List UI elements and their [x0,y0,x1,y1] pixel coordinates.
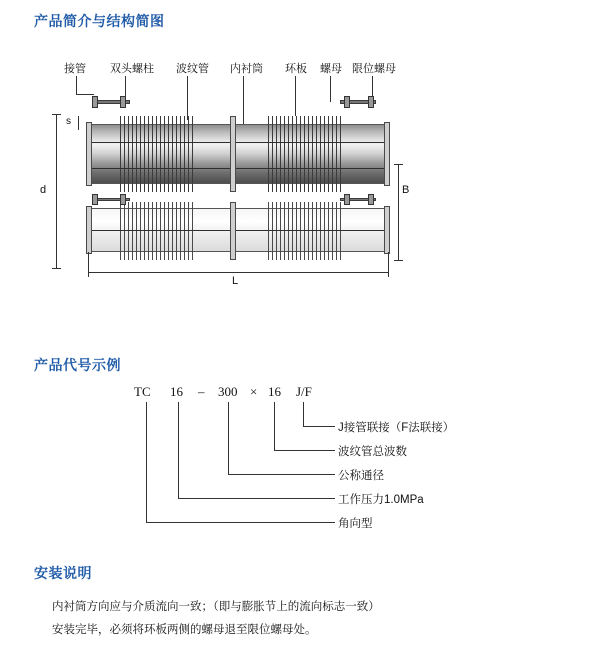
bottom-view-nut-left [92,194,98,205]
section-title-structure: 产品简介与结构简图 [34,13,165,29]
top-view-ring-plate [230,116,236,192]
top-view-flange-right [384,122,390,186]
leader-nozzle-h [76,94,94,95]
dim-d-line [56,114,57,268]
leader-pressure-h [178,498,335,499]
code-desc-joint: J接管联接（F法联接） [338,422,455,434]
dim-label-l: L [232,275,239,287]
section-title-install: 安装说明 [34,565,92,581]
top-view-limit-nut-right [368,96,374,108]
leader-pressure-v [178,402,179,498]
callout-label-ring-plate: 环板 [285,63,307,75]
section-title-code: 产品代号示例 [34,357,121,373]
code-desc-diameter: 公称通径 [338,470,384,482]
bottom-view-bellows-left [120,202,196,260]
leader-bellows [187,76,188,120]
bottom-view-flange-left [86,206,92,254]
dim-b-line [398,164,399,260]
callout-label-liner: 内衬筒 [230,63,263,75]
callout-label-nozzle: 接管 [64,63,86,75]
top-view-nut-left-outer [92,96,98,108]
top-view-liner-upper [90,142,386,143]
leader-diameter-h [228,474,335,475]
leader-type-v [146,402,147,522]
install-note-line-1: 内衬筒方向应与介质流向一致；（即与膨胀节上的流向标志一致） [52,601,380,613]
code-desc-pressure: 工作压力1.0MPa [338,494,424,506]
leader-joint-h [303,426,335,427]
code-token-diameter: 300 [218,384,238,399]
callout-label-bellows: 波纹管 [176,63,209,75]
callout-label-double-stud: 双头螺柱 [110,63,154,75]
code-token-dash: – [198,384,205,399]
dim-label-d: d [40,184,47,196]
code-token-pressure: 16 [170,384,183,399]
dim-label-s: s [66,116,71,127]
leader-diameter-v [228,402,229,474]
bottom-view-ring-plate [230,202,236,260]
code-token-times: × [250,384,258,399]
code-token-joint: J/F [296,384,312,399]
dim-d-tick-top [52,114,61,115]
bottom-view-bellows-right [268,202,344,260]
dim-b-tick-top [394,164,403,165]
code-token-type: TC [134,384,151,399]
code-desc-waves: 波纹管总波数 [338,446,407,458]
leader-ring-plate [295,76,296,116]
callout-label-limit-nut: 限位螺母 [352,63,396,75]
top-view-bellows-right [268,116,344,192]
dim-b-tick-bottom [394,260,403,261]
dim-d-tick-bottom [52,268,61,269]
dim-label-b: B [402,184,410,196]
code-token-waves: 16 [268,384,281,399]
top-view-bellows-left [120,116,196,192]
leader-waves-h [274,450,335,451]
leader-waves-v [274,402,275,450]
code-desc-type: 角向型 [338,518,373,530]
bottom-view-nut-left-inner [120,194,126,205]
structure-diagram [0,60,600,300]
leader-liner [243,76,244,126]
dim-l-tick-left [88,267,89,277]
leader-limit-nut [372,76,373,98]
leader-nozzle [76,76,77,94]
top-view-flange-left [86,122,92,186]
bottom-view-center-line [90,230,386,231]
top-view-liner-lower [90,168,386,169]
install-note-line-2: 安装完毕，必须将环板两侧的螺母退至限位螺母处。 [52,624,317,636]
dim-s-line [78,116,79,130]
dim-l-tick-right [388,267,389,277]
leader-nut [330,76,331,102]
bottom-view-nut-right [344,194,350,205]
top-view-nut-left-inner [120,96,126,108]
leader-joint-v [303,402,304,426]
dim-l-line [88,272,388,273]
top-view-nut-right-inner [344,96,350,108]
bottom-view-limit-nut-right [368,194,374,205]
callout-label-nut: 螺母 [320,63,342,75]
installation-notes [52,598,572,644]
bottom-view-flange-right [384,206,390,254]
product-code-diagram [0,378,600,538]
leader-type-h [146,522,335,523]
